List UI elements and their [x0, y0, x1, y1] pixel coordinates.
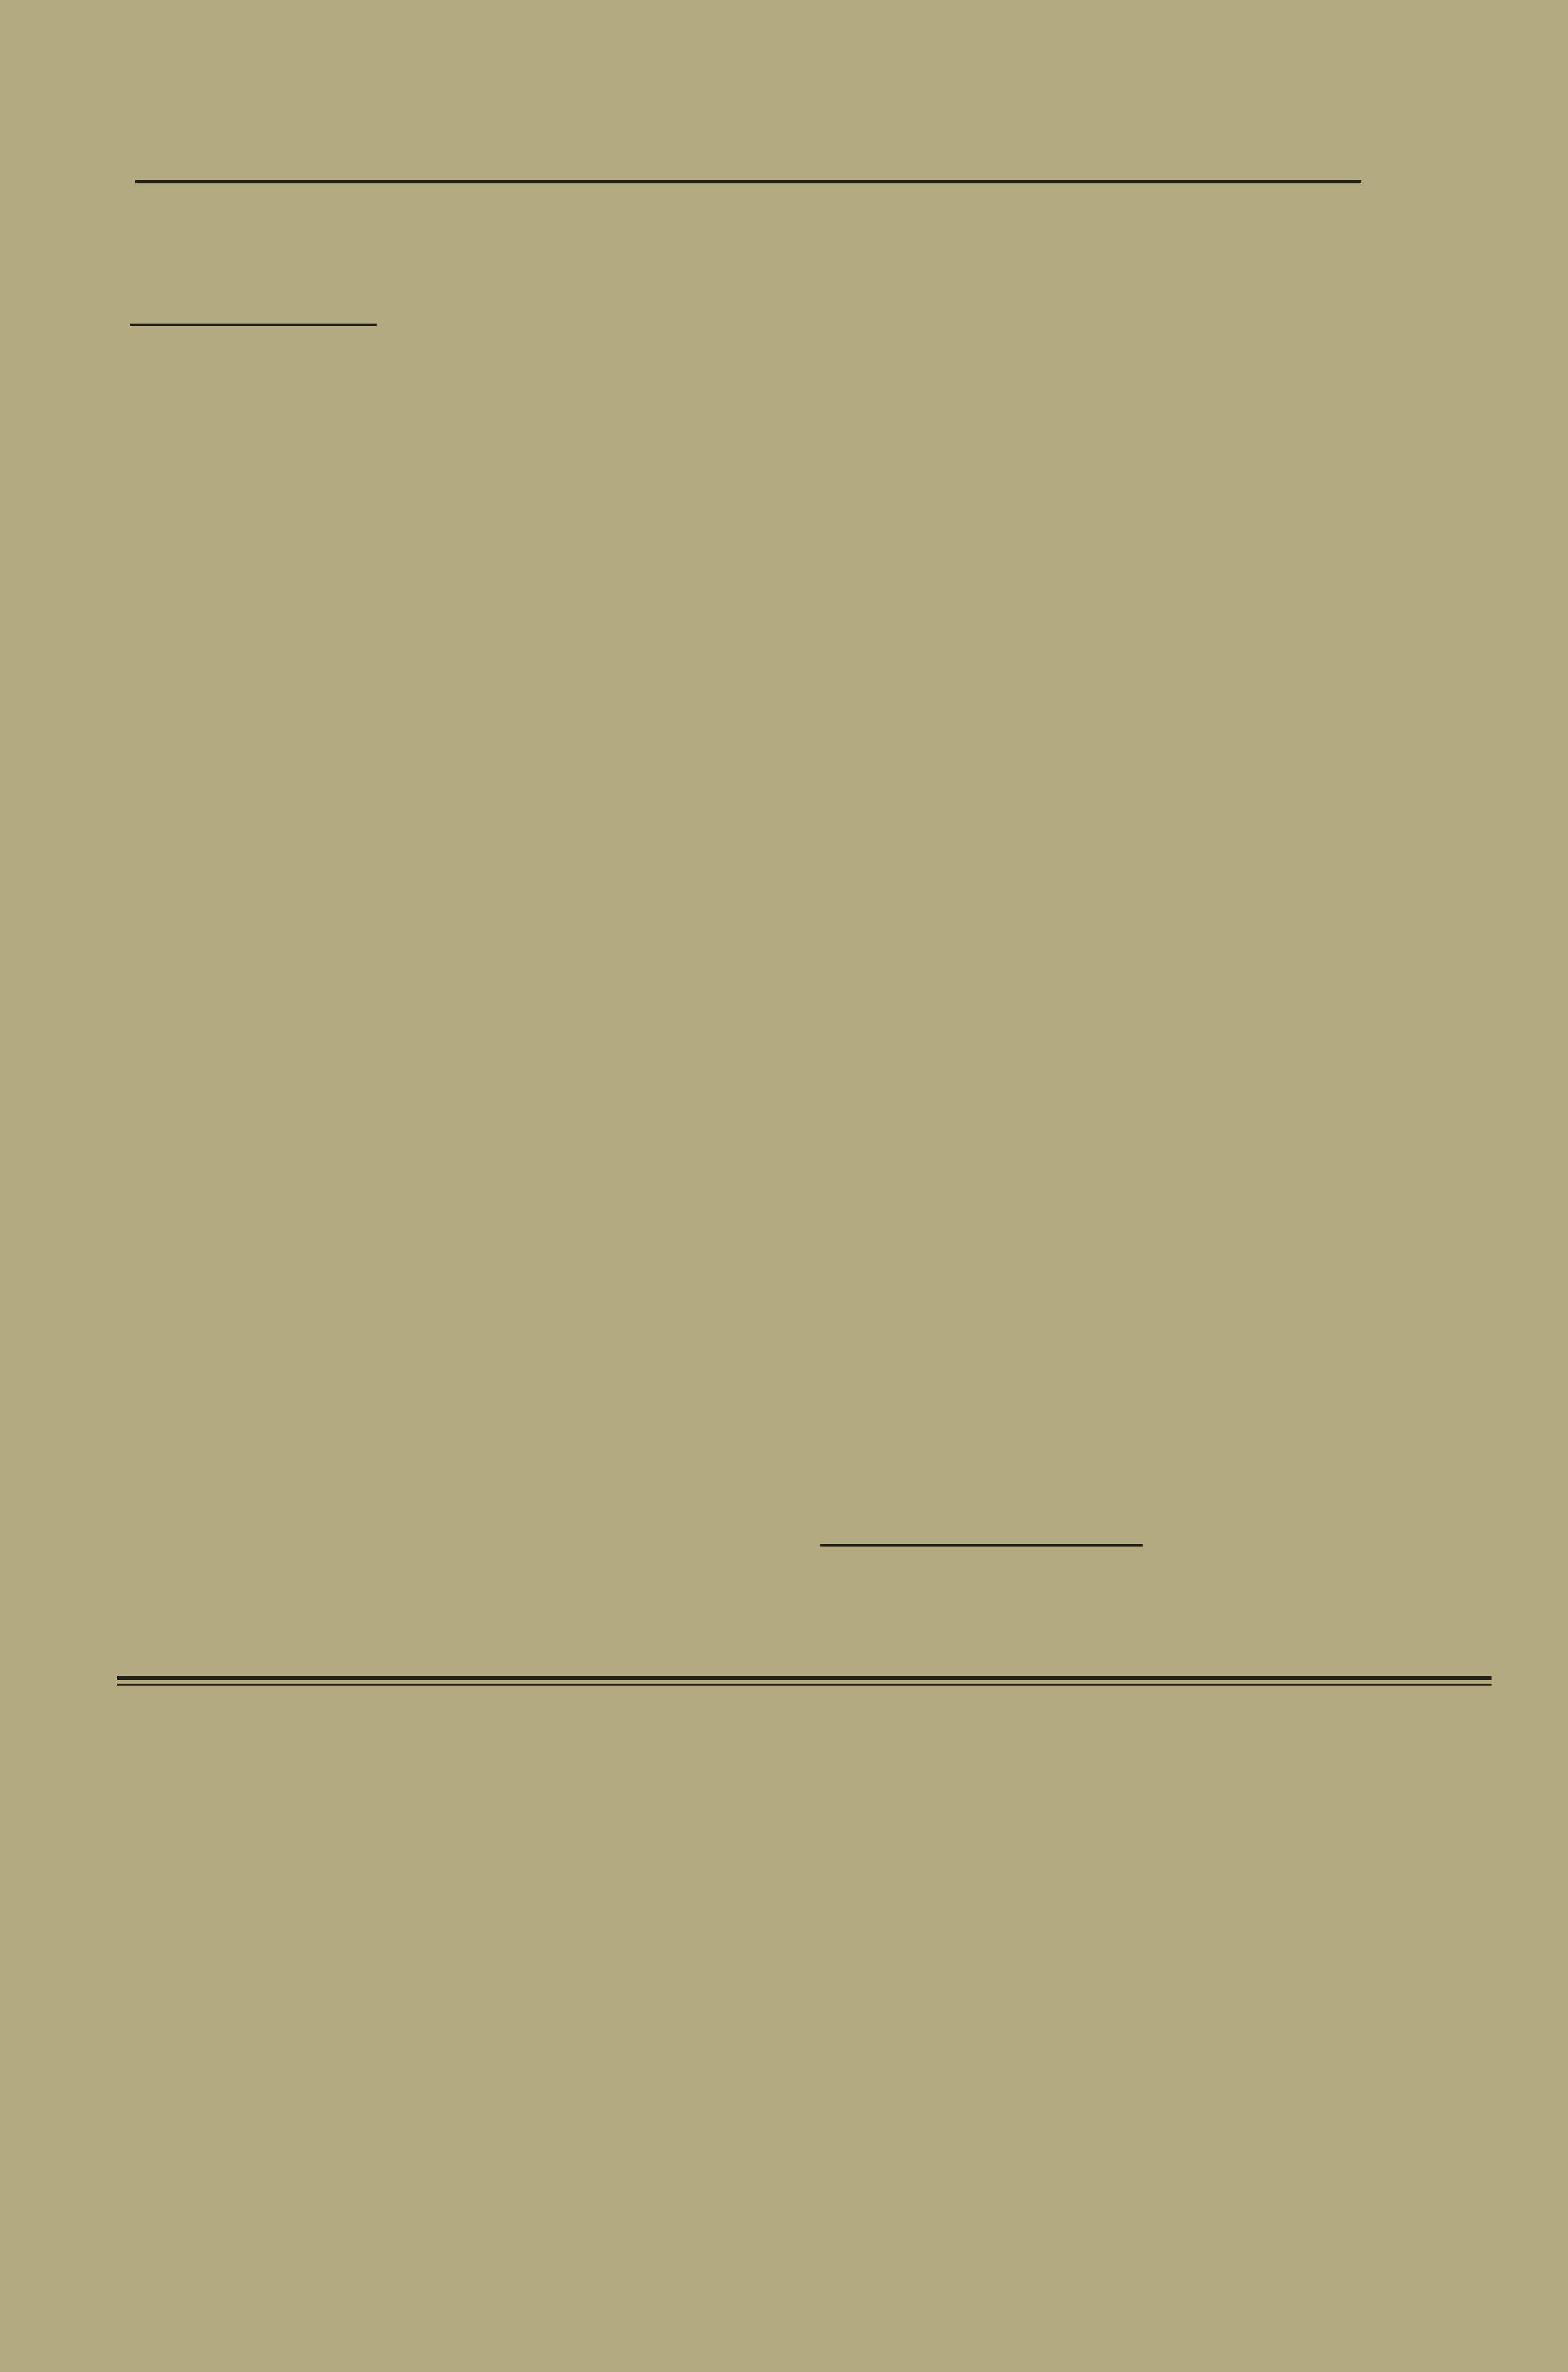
- list-separator-top: [117, 1676, 1492, 1680]
- list-separator-bottom: [117, 1684, 1492, 1686]
- header-rule: [135, 180, 1361, 183]
- section-underline: [130, 324, 377, 326]
- note-rule: [820, 1544, 1143, 1547]
